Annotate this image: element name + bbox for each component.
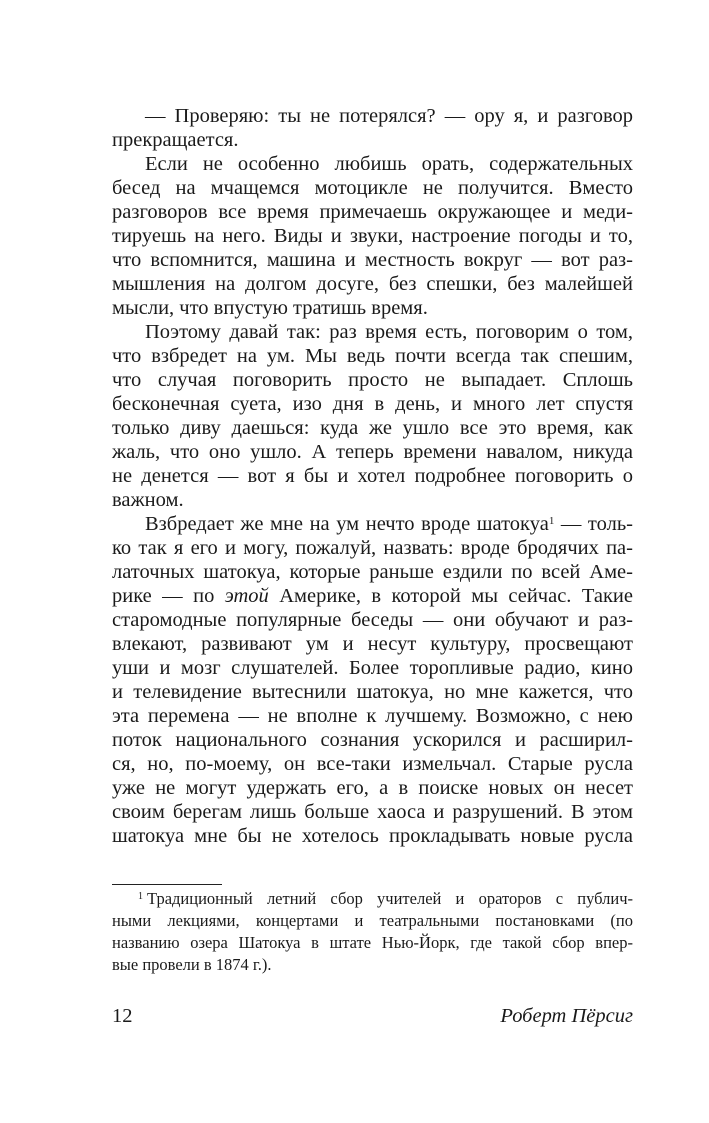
text-line: латочных шатокуа, которые раньше ездили по всей Аме- — [112, 561, 633, 583]
text-line: шатокуа мне бы не хотелось прокладывать новые русла — [112, 825, 633, 847]
text-line: мысли, что впустую тратишь время. — [112, 297, 428, 319]
main-text — [112, 104, 633, 848]
text-segment: рике — по — [112, 585, 225, 607]
text-line: что взбредет на ум. Мы ведь почти всегда так спешим, — [112, 345, 633, 367]
text-line: прекращается. — [112, 129, 239, 151]
text-line: что случая поговорить просто не выпадает. Сплошь — [112, 369, 633, 391]
text-line: важном. — [112, 489, 184, 511]
text-line: только диву даешься: куда же ушло все это время, как — [112, 417, 633, 439]
text-line: старомодные популярные беседы — они обучают и раз- — [112, 609, 633, 631]
footnote-ref: 1 — [548, 515, 555, 527]
footnote-line: названию озера Шатокуа в штате Нью-Йорк, где такой сбор впер- — [112, 933, 633, 952]
text-segment: Взбредает же мне на ум нечто вроде шатокуа — [145, 513, 549, 535]
text-line: и телевидение вытеснили шатокуа, но мне кажется, что — [112, 681, 633, 703]
text-segment: Америке, в которой мы сейчас. Такие — [268, 585, 633, 607]
footnote — [112, 888, 633, 976]
text-line — [112, 512, 633, 536]
footnote-text: Традиционный летний сбор учителей и ораторов с публич- — [147, 889, 633, 908]
text-line: своим берегам лишь больше хаоса и разрушений. В этом — [112, 801, 633, 823]
text-line: бесед на мчащемся мотоцикле не получится. Вместо — [112, 177, 633, 199]
page-number: 12 — [112, 1005, 133, 1027]
text-line: — Проверяю: ты не потерялся? — ору я, и разговор — [145, 105, 633, 127]
text-line: разговоров все время примечаешь окружающее и меди- — [112, 201, 633, 223]
text-line: ко так я его и могу, пожалуй, назвать: вроде бродячих па- — [112, 537, 633, 559]
text-line: мышления на долгом досуге, без спешки, без малейшей — [112, 273, 633, 295]
text-line: Поэтому давай так: раз время есть, поговорим о том, — [145, 321, 633, 343]
running-footer-author: Роберт Пёрсиг — [500, 1005, 633, 1027]
text-line: эта перемена — не вполне к лучшему. Возможно, с нею — [112, 705, 633, 727]
italic-word: этой — [224, 585, 269, 607]
text-line: ся, но, по-моему, он все-таки измельчал. Старые русла — [112, 753, 633, 775]
text-line: жаль, что оно ушло. А теперь времени навалом, никуда — [112, 441, 633, 463]
text-line: уже не могут удержать его, а в поиске новых он несет — [112, 777, 633, 799]
text-segment: — толь- — [554, 513, 634, 535]
footnote-line: вые провели в 1874 г.). — [112, 955, 272, 974]
text-line — [112, 584, 633, 608]
text-line: Если не особенно любишь орать, содержательных — [145, 153, 633, 175]
footnote-marker: 1 — [138, 891, 143, 902]
text-line: влекают, развивают ум и несут культуру, просвещают — [112, 633, 633, 655]
text-line: тируешь на него. Виды и звуки, настроение погоды и то, — [112, 225, 633, 247]
footnote-divider — [112, 884, 222, 885]
text-line: бесконечная суета, изо дня в день, и много лет спустя — [112, 393, 633, 415]
footnote-line — [112, 888, 633, 910]
text-line: поток национального сознания ускорился и расширил- — [112, 729, 633, 751]
footnote-line: ными лекциями, концертами и театральными постановками (по — [112, 911, 633, 930]
text-line: что вспомнится, машина и местность вокруг — вот раз- — [112, 249, 633, 271]
text-line: не денется — вот я бы и хотел подробнее поговорить о — [112, 465, 633, 487]
text-line: уши и мозг слушателей. Более торопливые радио, кино — [112, 657, 633, 679]
